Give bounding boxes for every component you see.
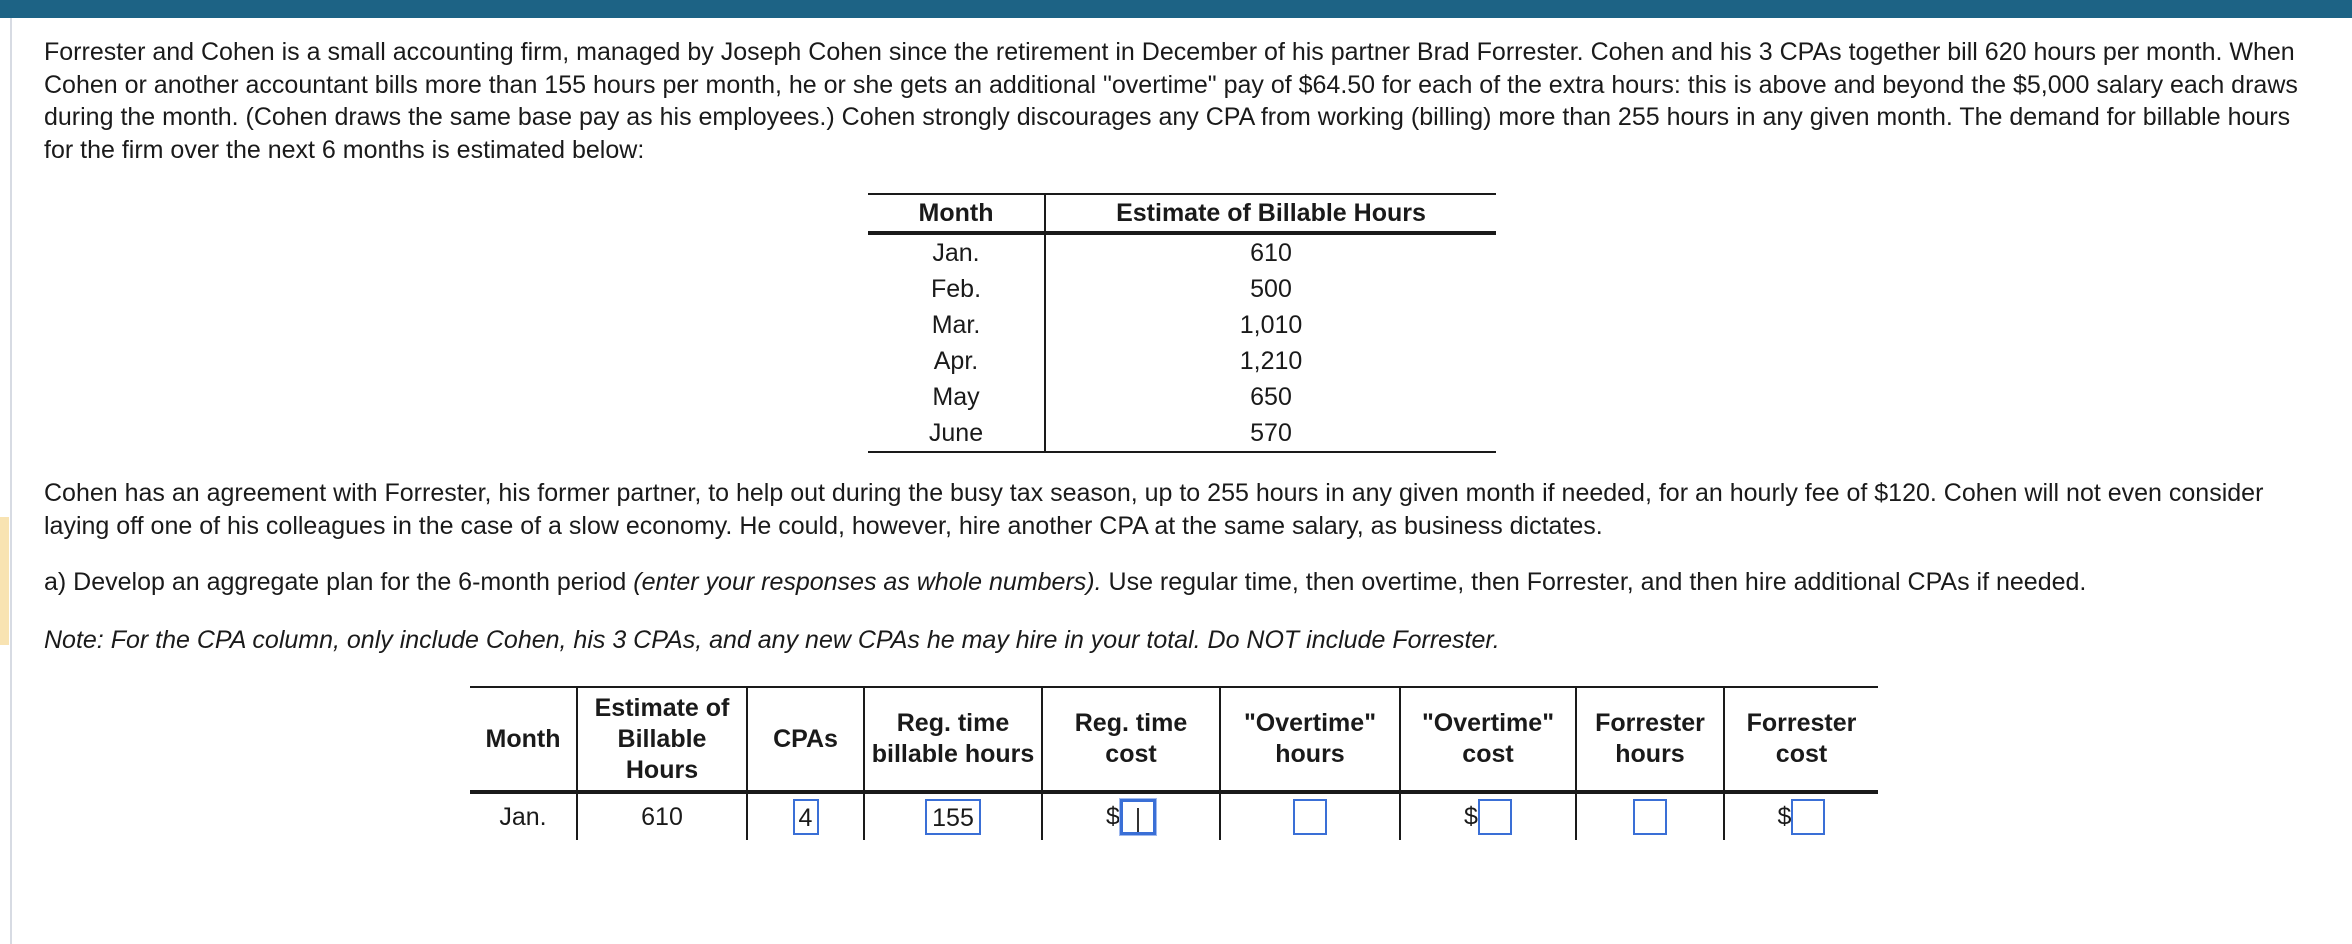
forrester-agreement-text: Cohen has an agreement with Forrester, his former partner, to help out during the busy tax season, up to 255 hours in any given month if needed, for an hourly fee of $120. Cohen will not even consider laying off one of his colleagues in the case of a slow economy. He could, however, hire another CPA at the same salary, as business dictates. (44, 479, 2264, 540)
estimate-month: Feb. (868, 271, 1045, 307)
plan-header-row (470, 687, 1878, 792)
plan-header-estimate: Estimate of Billable Hours (577, 687, 747, 792)
plan-header-ot-hours: "Overtime" hours (1220, 687, 1400, 792)
plan-header-reg-cost: Reg. time cost (1042, 687, 1220, 792)
table-row (868, 343, 1496, 379)
plan-header-forrester-cost: Forrester cost (1724, 687, 1878, 792)
plan-month: Jan. (499, 802, 547, 831)
currency-symbol: $ (1106, 802, 1120, 831)
estimate-header-month: Month (868, 194, 1045, 233)
reg-time-cost-input[interactable] (1120, 799, 1156, 835)
reg-time-hours-input[interactable]: 155 (925, 799, 981, 835)
forrester-cost-input[interactable] (1791, 799, 1825, 835)
table-row (868, 307, 1496, 343)
table-row (868, 271, 1496, 307)
estimate-month: Mar. (868, 307, 1045, 343)
estimate-hours: 500 (1250, 274, 1292, 303)
estimate-header-hours: Estimate of Billable Hours (1045, 194, 1496, 233)
billable-hours-estimate-table (868, 193, 1496, 453)
estimate-header-row (868, 194, 1496, 233)
estimate-hours: 1,010 (1239, 310, 1303, 339)
estimate-hours: 1,210 (1239, 346, 1303, 375)
table-row (868, 379, 1496, 415)
cpas-input[interactable]: 4 (793, 799, 819, 835)
part-a-text-rest: Use regular time, then overtime, then Forrester, and then hire additional CPAs if needed. (1101, 568, 2087, 596)
estimate-hours: 650 (1250, 382, 1292, 411)
forrester-hours-cell (1576, 792, 1724, 840)
forrester-hours-input[interactable] (1633, 799, 1667, 835)
left-border (10, 18, 12, 944)
part-a-hint: (enter your responses as whole numbers). (633, 568, 1102, 596)
side-highlight-tab (0, 517, 9, 645)
cpas-cell (747, 792, 864, 840)
table-row (868, 415, 1496, 452)
estimate-month: Apr. (868, 343, 1045, 379)
estimate-month: June (868, 415, 1045, 452)
reg-cost-cell (1042, 792, 1220, 840)
table-row (470, 792, 1878, 840)
cpa-note: Note: For the CPA column, only include Cohen, his 3 CPAs, and any new CPAs he may hire in your total. Do NOT include Forrester. (44, 626, 1500, 654)
ot-cost-cell (1400, 792, 1576, 840)
currency-symbol: $ (1464, 802, 1478, 831)
overtime-cost-input[interactable] (1478, 799, 1512, 835)
estimate-month: May (868, 379, 1045, 415)
aggregate-plan-table (470, 686, 1878, 840)
plan-header-cpas: CPAs (747, 687, 864, 792)
plan-estimate: 610 (577, 792, 747, 840)
text-cursor (1137, 808, 1139, 832)
plan-header-month: Month (470, 687, 577, 792)
table-row (868, 233, 1496, 271)
currency-symbol: $ (1777, 802, 1792, 831)
forrester-cost-cell (1724, 792, 1878, 840)
plan-header-forrester-hours: Forrester hours (1576, 687, 1724, 792)
plan-header-reg-hours: Reg. time billable hours (864, 687, 1042, 792)
problem-intro: Forrester and Cohen is a small accounting firm, managed by Joseph Cohen since the retirement in December of his partner Brad Forrester. Cohen and his 3 CPAs together bill 620 hours per month. When Cohen or another accountant bills more than 155 hours per month, he or she gets an additional "overtime" pay of $64.50 for each of the extra hours: this is above and beyond the $5,000 salary each draws during the month. (Cohen draws the same base pay as his employees.) Cohen strongly discourages any CPA from working (billing) more than 255 hours in any given month. The demand for billable hours for the firm over the next 6 months is estimated below: (44, 38, 2298, 164)
overtime-hours-input[interactable] (1293, 799, 1327, 835)
estimate-hours: 570 (1045, 415, 1496, 452)
reg-hours-cell (864, 792, 1042, 840)
estimate-month: Jan. (868, 233, 1045, 271)
ot-hours-cell (1220, 792, 1400, 840)
plan-header-ot-cost: "Overtime" cost (1400, 687, 1576, 792)
estimate-hours: 610 (1250, 238, 1292, 267)
part-a-instructions (44, 566, 2324, 599)
top-bar (0, 0, 2352, 18)
part-a-text: a) Develop an aggregate plan for the 6-month period (44, 568, 634, 596)
